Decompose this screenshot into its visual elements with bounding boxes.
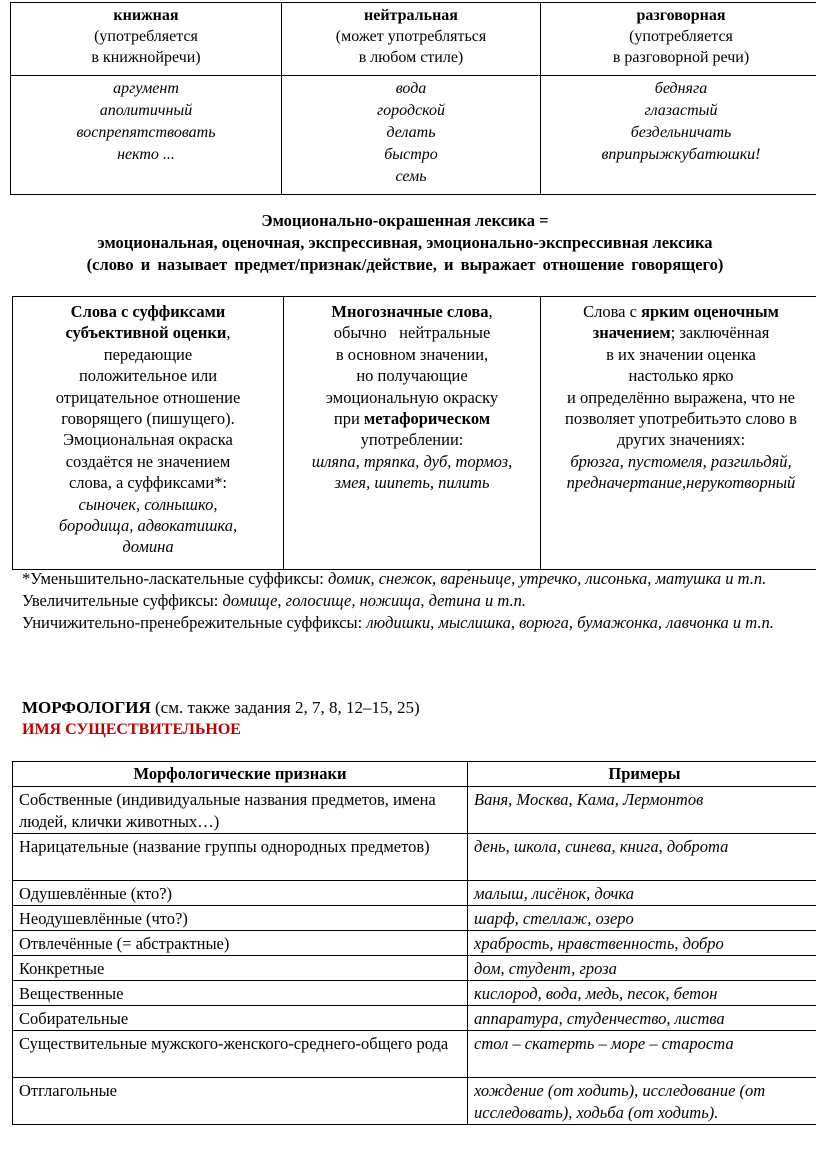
section-note: (см. также задания 2, 7, 8, 12–15, 25): [150, 698, 420, 717]
table-header-row: [13, 762, 816, 787]
examples-cell: день, школа, синева, книга, доброта: [468, 834, 816, 881]
cell-line: эмоциональную окраску: [325, 387, 499, 407]
examples-cell: кислород, вода, медь, песок, бетон: [468, 981, 816, 1006]
column-title: нейтральная: [364, 7, 458, 24]
cell-line: и определённо выражена, что не: [567, 387, 795, 407]
column-title: книжная: [113, 7, 179, 24]
table-row: [13, 834, 816, 881]
table-row: [13, 1006, 816, 1031]
cell-example: предначертание,нерукотворный: [566, 473, 796, 493]
examples-cell: Ваня, Москва, Кама, Лермонтов: [468, 787, 816, 834]
cell-line: употреблении:: [360, 430, 464, 450]
cell-line: в их значении оценка: [606, 344, 756, 364]
cell-example: домина: [122, 537, 174, 557]
suffix-notes: [22, 568, 812, 634]
table-row: [13, 931, 816, 956]
table-row: [13, 956, 816, 981]
cell-heading: субъективной оценки: [65, 323, 227, 343]
section-title: МОРФОЛОГИЯ: [22, 698, 151, 717]
feature-cell: Вещественные: [13, 981, 468, 1006]
cell-example: сыночек, солнышко,: [78, 494, 218, 514]
examples-cell: хождение (от ходить), исследование (от исследовать), ходьба (от ходить).: [468, 1078, 816, 1125]
word: воспрепятствовать: [76, 124, 216, 141]
column-desc: (может употребляться: [335, 28, 487, 45]
examples-cell: шарф, стеллаж, озеро: [468, 906, 816, 931]
colloquial-header: [541, 3, 816, 76]
column-desc: (употребляется: [629, 28, 733, 45]
word: аполитичный: [99, 102, 193, 119]
examples-header: Примеры: [468, 762, 816, 787]
neutral-header: [282, 3, 541, 76]
cell-heading: Слова с суффиксами: [70, 302, 226, 321]
note-examples: домище, голосище, ножища, детина и т.п.: [222, 591, 526, 610]
cell-line: при: [333, 409, 364, 429]
note-pejorative: [22, 612, 812, 634]
feature-cell: Одушевлённые (кто?): [13, 881, 468, 906]
heading-line: Эмоционально-окрашенная лексика =: [261, 211, 549, 230]
cell-heading: метафорическом: [363, 409, 491, 429]
feature-cell: Собственные (индивидуальные названия предметов, имена людей, клички животных…): [13, 787, 468, 834]
table-row: [13, 906, 816, 931]
feature-cell: Собирательные: [13, 1006, 468, 1031]
cell-heading: Многозначные слова: [331, 302, 489, 321]
style-words-row: [11, 76, 816, 195]
column-desc: в разговорной речи): [612, 49, 750, 66]
note-diminutive: [22, 568, 812, 590]
feature-cell: Отвлечённые (= абстрактные): [13, 931, 468, 956]
noun-subtitle: ИМЯ СУЩЕСТВИТЕЛЬНОЕ: [22, 721, 241, 738]
word: городской: [376, 102, 446, 119]
column-desc: (употребляется: [94, 28, 198, 45]
note-label: *Уменьшительно-ласкательные суффиксы:: [22, 569, 328, 588]
cell-line: настолько ярко: [628, 366, 734, 386]
examples-cell: стол – скатерть – море – староста: [468, 1031, 816, 1078]
cell-example: змея, шипеть, пилить: [334, 473, 490, 493]
strong-evaluative-cell: [541, 297, 816, 570]
bookish-header: [11, 3, 282, 76]
table-row: [13, 787, 816, 834]
word: глазастый: [644, 102, 718, 119]
examples-cell: малыш, лисёнок, дочка: [468, 881, 816, 906]
table-row: [13, 1078, 816, 1125]
punct: ,: [226, 323, 231, 343]
note-augmentative: [22, 590, 812, 612]
cell-heading: ярким оценочным: [641, 302, 779, 321]
emotional-lexicon-table: [12, 296, 816, 570]
emotional-row: [13, 297, 816, 570]
feature-cell: Нарицательные (название группы однородных предметов): [13, 834, 468, 881]
cell-line: положительное или: [78, 366, 218, 386]
word: некто ...: [117, 146, 175, 163]
cell-line: ; заключённая: [670, 323, 770, 343]
column-title: разговорная: [636, 7, 726, 24]
word: аргумент: [113, 80, 179, 97]
cell-example: бородища, адвокатишка,: [58, 516, 238, 536]
word: быстро: [384, 146, 438, 163]
word: вода: [395, 80, 427, 97]
note-label: Увеличительные суффиксы:: [22, 591, 223, 610]
heading-line: эмоциональная, оценочная, экспрессивная, эмоционально-экспрессивная лексика: [97, 233, 713, 252]
examples-cell: аппаратура, студенчество, листва: [468, 1006, 816, 1031]
style-header-row: [11, 3, 816, 76]
neutral-words: [282, 76, 541, 195]
feature-cell: Конкретные: [13, 956, 468, 981]
features-header: Морфологические признаки: [13, 762, 468, 787]
polysemous-words-cell: [284, 297, 541, 570]
noun-features-table: [12, 761, 816, 1125]
cell-line: говорящего (пишущего).: [61, 409, 235, 429]
word: вприпрыжкубатюшки!: [601, 146, 761, 163]
cell-example: шляпа, тряпка, дуб, тормоз,: [311, 451, 513, 471]
note-examples: домик, снежок, варе́ньице, утречко, лисонька, матушка и т.п.: [328, 569, 767, 588]
cell-line: позволяет употребитьэто слово в: [565, 409, 797, 429]
feature-cell: Существительные мужского-женского-среднего-общего рода: [13, 1031, 468, 1078]
word: семь: [395, 168, 427, 185]
column-desc: в книжнойречи): [91, 49, 201, 66]
column-desc: в любом стиле): [358, 49, 464, 66]
examples-cell: храбрость, нравственность, добро: [468, 931, 816, 956]
word: бездельничать: [630, 124, 732, 141]
colloquial-words: [541, 76, 816, 195]
emotional-lexicon-heading: [10, 210, 800, 276]
morphology-heading: [22, 697, 420, 719]
feature-cell: Отглагольные: [13, 1078, 468, 1125]
cell-example: брюзга, пустомеля, разгильдяй,: [570, 451, 792, 471]
heading-line: (слово и называет предмет/признак/действие, и выражает отношение говорящего): [86, 255, 724, 274]
punct: ,: [488, 302, 493, 321]
word: бедняга: [654, 80, 708, 97]
table-row: [13, 881, 816, 906]
cell-line: но получающие: [356, 366, 468, 386]
cell-heading: значением: [592, 323, 671, 343]
cell-line: обычно нейтральные: [333, 323, 491, 343]
examples-cell: дом, студент, гроза: [468, 956, 816, 981]
cell-line: в основном значении,: [335, 344, 489, 364]
cell-line: Слова с: [583, 302, 642, 321]
table-row: [13, 1031, 816, 1078]
cell-line: передающие: [103, 344, 193, 364]
suffix-words-cell: [13, 297, 284, 570]
bookish-words: [11, 76, 282, 195]
cell-line: создаётся не значением: [65, 451, 231, 471]
cell-line: отрицательное отношение: [55, 387, 241, 407]
note-examples: людишки, мыслишка, ворюга, бумажонка, лавчонка и т.п.: [366, 613, 774, 632]
note-label: Уничижительно-пренебрежительные суффиксы:: [22, 613, 367, 632]
cell-line: Эмоциональная окраска: [63, 430, 233, 450]
table-row: [13, 981, 816, 1006]
feature-cell: Неодушевлённые (что?): [13, 906, 468, 931]
cell-line: других значениях:: [616, 430, 746, 450]
word: делать: [386, 124, 436, 141]
cell-line: слова, а суффиксами*:: [68, 473, 228, 493]
style-layers-table: [10, 2, 816, 195]
